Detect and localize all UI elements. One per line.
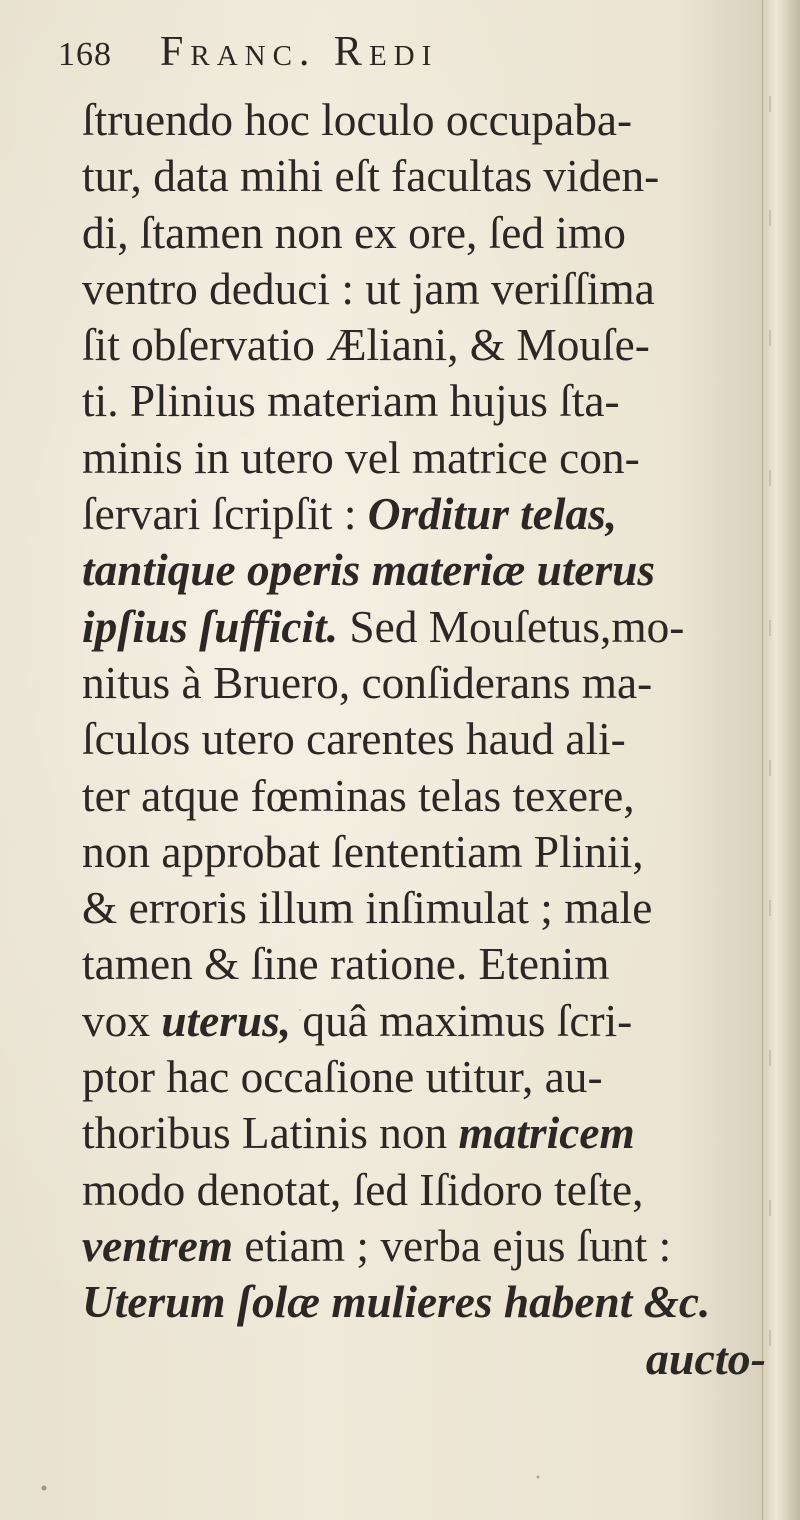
text-line [82,993,762,1049]
text-run: ti. Plinius materiam hujus ſta- [82,375,620,427]
text-line [82,936,762,992]
text-line [82,261,762,317]
italic-run: ventrem [82,1219,234,1271]
text-run: ventro deduci : ut jam veriſſima [82,262,655,314]
italic-run: uterus, [161,994,292,1046]
text-line [82,205,762,261]
bleed-mark [769,470,797,486]
italic-run: tantique operis materiæ uterus [82,544,656,596]
text-run: ſculos utero carentes haud ali- [82,713,626,765]
text-run: etiam ; verba ejus ſunt : [233,1219,672,1271]
text-line [82,1218,762,1274]
text-line [82,317,762,373]
text-line [82,542,762,598]
bleed-mark [769,1050,797,1066]
text-line [82,824,762,880]
bleed-mark [769,330,797,346]
text-run: tamen & ſine ratione. Etenim [82,938,610,990]
text-run: ſit obſervatio Æliani, & Mouſe- [82,319,650,371]
italic-run: Orditur telas, [367,488,618,540]
text-line [82,711,762,767]
bleed-mark [769,1330,797,1346]
text-run: modo denotat, ſed Iſidoro teſte, [82,1163,644,1215]
text-run: nitus à Bruero, conſiderans ma- [82,656,653,708]
bleed-mark [769,1200,797,1216]
body-text [82,92,772,1387]
text-run: quâ maximus ſcri- [291,994,633,1046]
text-run: & erroris illum inſimulat ; male [82,882,653,934]
italic-run: ipſius ſufficit. [82,600,339,652]
bleed-mark [769,620,797,636]
running-title: Franc. Redi [160,29,439,75]
text-run: minis in utero vel matrice con- [82,431,640,483]
text-line [82,148,762,204]
italic-run: matricem [458,1107,635,1159]
text-run: di, ſtamen non ex ore, ſed imo [82,206,626,258]
bleed-mark [769,900,797,916]
catchword-line [82,1331,772,1387]
text-line [82,880,762,936]
catchword: aucto- [645,1332,766,1384]
text-run: thoribus Latinis non [82,1107,459,1159]
text-run: tur, data mihi eſt facultas viden- [82,150,660,202]
bleed-mark [769,210,797,226]
text-line [82,1274,762,1330]
text-line [82,430,762,486]
text-run: vox [82,994,162,1046]
bleed-mark [769,96,797,112]
text-line [82,373,762,429]
text-line [82,486,762,542]
text-run: Sed Mouſetus,mo- [338,600,685,652]
running-head [58,28,438,76]
text-line [82,1105,762,1161]
text-run: ptor hac occaſione utitur, au- [82,1051,603,1103]
text-run: ter atque fœminas telas texere, [82,769,635,821]
text-line [82,92,762,148]
text-run: non approbat ſententiam Plinii, [82,825,644,877]
bleed-mark [769,760,797,776]
text-line [82,1162,762,1218]
italic-run: Uterum ſolæ mulieres habent &c. [82,1276,711,1328]
text-run: ſervari ſcripſit : [82,488,368,540]
text-line [82,655,762,711]
text-line [82,599,762,655]
text-line [82,768,762,824]
page-number: 168 [58,36,112,73]
text-run: ſtruendo hoc loculo occupaba- [82,94,633,145]
text-line [82,1049,762,1105]
